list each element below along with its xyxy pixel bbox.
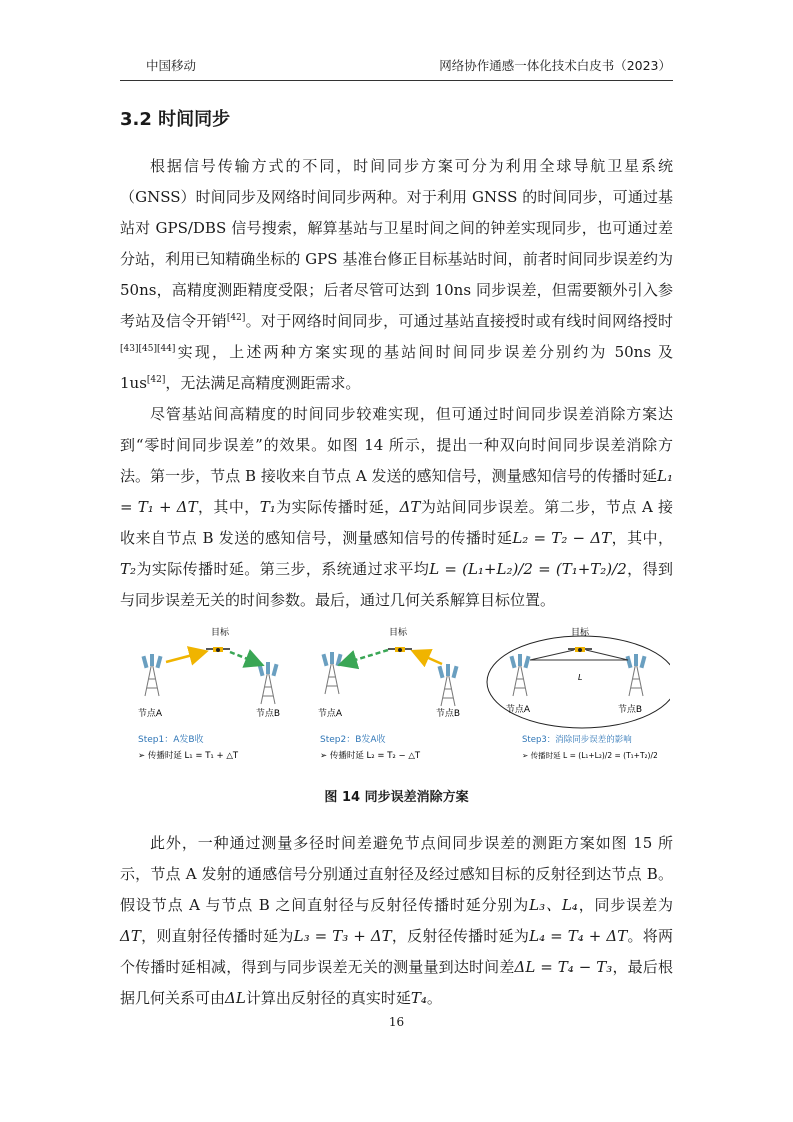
step2-formula: ➢ 传播时延 L₂ = T₂ − △T	[320, 751, 421, 761]
page-header	[146, 56, 671, 74]
tower-b-icon	[258, 662, 279, 704]
signal-arrow	[342, 650, 388, 664]
tower-b-icon	[438, 664, 459, 706]
node-a-label-3: 节点A	[505, 705, 531, 715]
tower-a-icon	[322, 652, 343, 694]
node-a-label-1: 节点A	[137, 709, 163, 719]
step3-label: Step3：消除同步误差的影响	[522, 735, 632, 745]
header-right: 网络协作通感一体化技术白皮书（2023）	[439, 58, 671, 73]
tower-a-icon	[142, 654, 163, 696]
equation: ΔL = T₄ − T₃	[514, 958, 613, 976]
target-label-3: 目标	[570, 628, 590, 638]
header-rule	[120, 80, 673, 81]
target-label-2: 目标	[388, 628, 408, 638]
equation: L₁ = T₁ + ΔT	[120, 467, 673, 516]
step1-label: Step1：A发B收	[138, 735, 204, 745]
tower-a-icon	[510, 654, 531, 696]
path-line	[586, 650, 628, 660]
citation: [43][45][44]	[120, 344, 176, 354]
page-number: 16	[388, 1015, 405, 1029]
paragraph-3: 此外，一种通过测量多径时间差避免节点间同步误差的测距方案如图 15 所示，节点 A 发射的通感信号分别通过直射径及经过感知目标的反射径到达节点 B。假设节点 A 与节点 B 之间直射径与反射径传播时延分别为L₃、L₄，同步误差为ΔT，则直射径传播时延为L₃ = T₃ + ΔT，反射径传播时延为L₄ = T₄ + ΔT。将两个传播时延相减，得到与同步误差无关的测量量到达时间差ΔL = T₄ − T₃，最后根据几何关系可由ΔL计算出反射径的真实时延T₄。	[120, 834, 673, 1007]
figure-14	[130, 620, 670, 780]
body-text-top	[120, 151, 673, 616]
drone-icon	[388, 647, 412, 652]
citation: [42]	[146, 375, 166, 385]
signal-arrow	[230, 652, 260, 664]
signal-arrow	[166, 652, 204, 662]
step1-formula: ➢ 传播时延 L₁ = T₁ + △T	[138, 751, 239, 761]
tower-b-icon	[626, 654, 647, 696]
equation: L₂ = T₂ − ΔT	[512, 529, 612, 547]
path-line	[530, 650, 574, 660]
section-title: 3.2 时间同步	[120, 109, 231, 130]
center-l-label: L	[578, 673, 583, 682]
paragraph-2: 尽管基站间高精度的时间同步较难实现，但可通过时间同步误差消除方案达到“零时间同步误差”的效果。如图 14 所示，提出一种双向时间同步误差消除方法。第一步，节点 B 接收来自节点 A 发送的感知信号，测量感知信号的传播时延L₁ = T₁ + ΔT，其中，T₁为实际传播时延，ΔT为站间同步误差。第二步，节点 A 接收来自节点 B 发送的感知信号，测量感知信号的传播时延L₂ = T₂ − ΔT，其中，T₂为实际传播时延。第三步，系统通过求平均L = (L₁+L₂)/2 = (T₁+T₂)/2，得到与同步误差无关的时间参数。最后，通过几何关系解算目标位置。	[120, 405, 673, 609]
node-a-label-2: 节点A	[317, 709, 343, 719]
figure-caption: 图 14 同步误差消除方案	[324, 790, 469, 805]
sync-error-diagram	[130, 620, 670, 780]
body-text-bottom	[120, 828, 673, 1014]
drone-icon	[568, 647, 592, 652]
node-b-label-2: 节点B	[435, 709, 461, 719]
equation: L = (L₁+L₂)/2 = (T₁+T₂)/2	[429, 560, 627, 578]
equation: L₃ = T₃ + ΔT	[293, 927, 392, 945]
step3-formula: ➢ 传播时延 L = (L₁+L₂)/2 = (T₁+T₂)/2	[522, 751, 658, 760]
signal-arrow	[415, 652, 442, 664]
header-left: 中国移动	[146, 58, 197, 73]
equation: L₄ = T₄ + ΔT	[529, 927, 628, 945]
drone-icon	[206, 647, 230, 652]
paragraph-1: 根据信号传输方式的不同，时间同步方案可分为利用全球导航卫星系统（GNSS）时间同步及网络时间同步两种。对于利用 GNSS 的时间同步，可通过基站对 GPS/DBS 信号搜索，解算基站与卫星时间之间的钟差实现同步，也可通过差分站，利用已知精确坐标的 GPS 基准台修正目标基站时间，前者时间同步误差约为 50ns，高精度测距精度受限；后者尽管可达到 10ns 同步误差，但需要额外引入参考站及信令开销[42]。对于网络时间同步，可通过基站直接授时或有线时间网络授时[43][45][44]实现，上述两种方案实现的基站间时间同步误差分别约为 50ns 及 1us[42]，无法满足高精度测距需求。	[120, 157, 673, 392]
node-b-label-3: 节点B	[617, 705, 643, 715]
node-b-label-1: 节点B	[255, 709, 281, 719]
step2-label: Step2：B发A收	[320, 735, 386, 745]
target-label-1: 目标	[210, 628, 230, 638]
citation: [42]	[226, 313, 246, 323]
